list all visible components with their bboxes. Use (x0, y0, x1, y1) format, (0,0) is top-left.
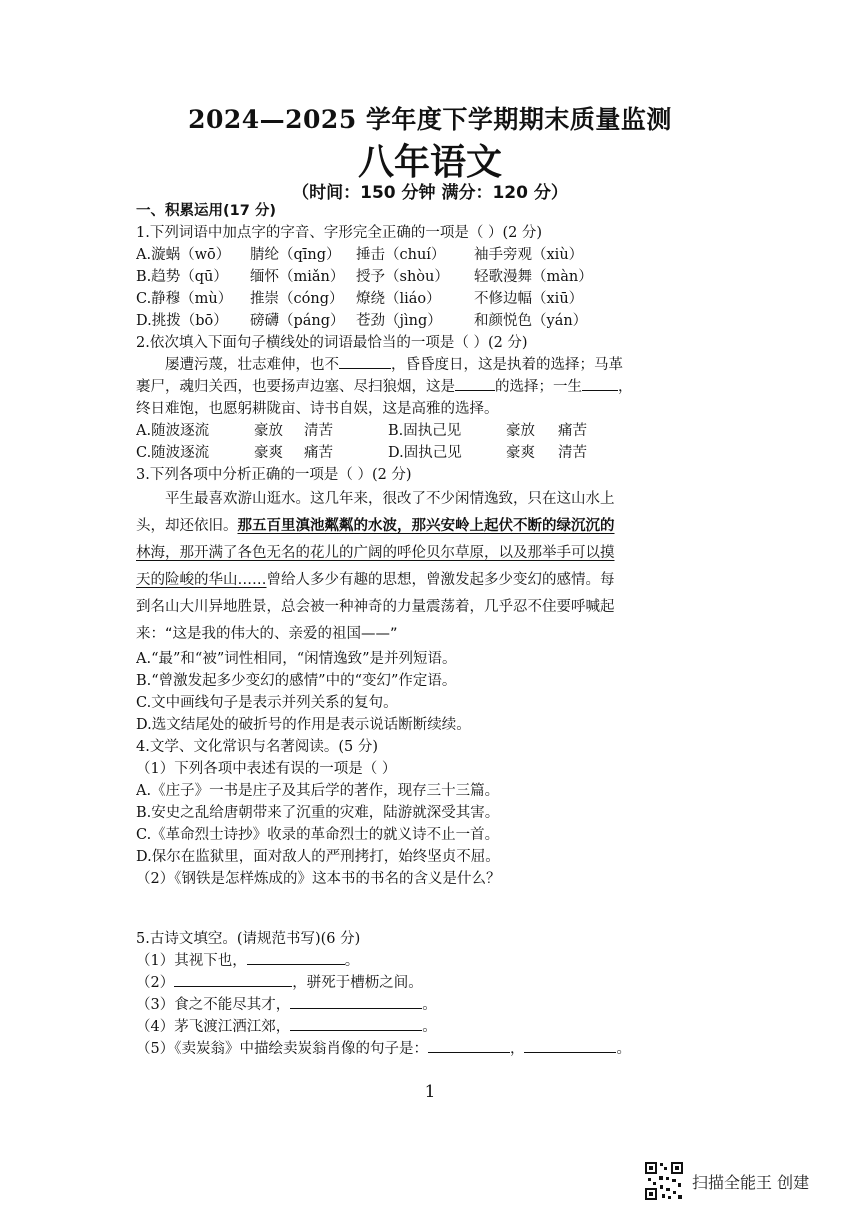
q2-passage-line2 (136, 376, 708, 398)
underlined-sentence: 那五百里滇池粼粼的水波，那兴安岭上起伏不断的绿沉沉的 (237, 518, 615, 534)
q2-c-3: 痛苦 (304, 445, 333, 461)
underlined-sentence: 天的险峻的华山…… (136, 572, 267, 588)
q4-sub1: （1）下列各项中表述有误的一项是（ ） (136, 761, 397, 777)
answer-blank[interactable] (428, 1038, 510, 1053)
q1-option-c (136, 288, 708, 310)
q1-b-word3: 授予（shòu） (356, 269, 449, 285)
q3-option-d: D.选文结尾处的破折号的作用是表示说话断断续续。 (136, 717, 471, 733)
answer-blank[interactable] (290, 1016, 422, 1031)
q2-b-1: B.固执己见 (388, 423, 462, 439)
q4-stem: 4.文学、文化常识与名著阅读。(5 分) (136, 739, 378, 755)
answer-blank[interactable] (524, 1038, 616, 1053)
passage-line (136, 540, 708, 567)
passage-text: 曾给人多少有趣的思想，曾激发起多少变幻的感情。每 (266, 572, 615, 588)
q2-text: 屡遭污蔑，壮志难伸，也不 (165, 357, 339, 373)
q2-a-1: A.随波逐流 (136, 423, 210, 439)
q3-option-c: C.文中画线句子是表示并列关系的复句。 (136, 695, 398, 711)
q4-option-c: C.《革命烈士诗抄》收录的革命烈士的就义诗不止一首。 (136, 827, 500, 843)
q1-option-a (136, 244, 708, 266)
passage-line: 到名山大川异地胜景，总会被一种神奇的力量震荡着，几乎忍不住要呼喊起 (136, 599, 615, 615)
q2-d-2: 豪爽 (506, 445, 535, 461)
answer-blank[interactable] (455, 376, 495, 391)
exam-meta: （时间：150 分钟 满分：120 分） (292, 183, 568, 203)
q1-c-word1: C.静穆（mù） (136, 291, 233, 307)
q2-options-cd (136, 442, 708, 464)
q2-text: 的选择；一生 (495, 379, 582, 395)
q5-line2 (136, 972, 708, 994)
q2-d-1: D.固执己见 (388, 445, 462, 461)
passage-line: 来：“这是我的伟大的、亲爱的祖国——” (136, 626, 398, 642)
answer-space[interactable] (136, 890, 708, 928)
underlined-sentence: 林海，那开满了各色无名的花儿的广阔的呼伦贝尔草原，以及那举手可以摸 (136, 545, 615, 561)
q1-stem: 1.下列词语中加点字的字音、字形完全正确的一项是（ ）(2 分) (136, 225, 543, 241)
passage-line: 平生最喜欢游山逛水。这几年来，很改了不少闲情逸致，只在这山水上 (165, 491, 615, 507)
q1-b-word1: B.趋势（qū） (136, 269, 228, 285)
q1-d-word1: D.挑拨（bō） (136, 313, 228, 329)
q5-stem: 5.古诗文填空。(请规范书写)(6 分) (136, 931, 361, 947)
passage-text: 头，却还依旧。 (136, 518, 238, 534)
passage-line (136, 513, 708, 540)
q1-a-word2: 腈纶（qīng） (250, 247, 341, 263)
answer-blank[interactable] (247, 950, 345, 965)
qr-code-icon (644, 1161, 684, 1201)
q2-stem: 2.依次填入下面句子横线处的词语最恰当的一项是（ ）(2 分) (136, 335, 528, 351)
q2-a-2: 豪放 (254, 423, 283, 439)
q1-option-d (136, 310, 708, 332)
q2-a-3: 清苦 (304, 423, 333, 439)
exam-title: 2024—2025 学年度下学期期末质量监测 (188, 105, 672, 134)
q1-d-word2: 磅礴（páng） (250, 313, 345, 329)
q3-passage (136, 486, 708, 648)
q1-b-word4: 轻歌漫舞（màn） (474, 269, 593, 285)
q2-b-3: 痛苦 (558, 423, 587, 439)
q1-option-b (136, 266, 708, 288)
q5-line5 (136, 1038, 708, 1060)
page-number: 1 (424, 1082, 436, 1102)
q5-line4 (136, 1016, 708, 1038)
q2-b-2: 豪放 (506, 423, 535, 439)
q3-stem: 3.下列各项中分析正确的一项是（ ）(2 分) (136, 467, 412, 483)
q5-text: （5）《卖炭翁》中描绘卖炭翁肖像的句子是： (136, 1041, 428, 1057)
answer-blank[interactable] (339, 354, 391, 369)
q5-text: ，骈死于槽枥之间。 (292, 975, 423, 991)
q5-line1 (136, 950, 708, 972)
q1-d-word3: 苍劲（jìng） (356, 313, 442, 329)
section-heading: 一、积累运用(17 分) (136, 203, 276, 219)
q1-a-word1: A.漩蜗（wō） (136, 247, 231, 263)
subject-title: 八年语文 (357, 142, 502, 183)
q5-text: （3）食之不能尽其才， (136, 997, 291, 1013)
answer-blank[interactable] (582, 376, 618, 391)
q5-text: 。 (422, 1019, 437, 1035)
scanner-watermark: 扫描全能王 创建 (692, 1173, 810, 1192)
q1-a-word4: 袖手旁观（xiù） (474, 247, 584, 263)
q4-option-d: D.保尔在监狱里，面对敌人的严刑拷打，始终坚贞不屈。 (136, 849, 500, 865)
q4-option-a: A.《庄子》一书是庄子及其后学的著作，现存三十三篇。 (136, 783, 500, 799)
q2-c-1: C.随波逐流 (136, 445, 210, 461)
q2-text: 裹尸，魂归关西，也要扬声边塞、尽扫狼烟，这是 (136, 379, 455, 395)
q5-text: （2） (136, 975, 175, 991)
q5-text: 。 (616, 1041, 631, 1057)
q2-passage-line3: 终日难饱，也愿躬耕陇亩、诗书自娱，这是高雅的选择。 (136, 401, 499, 417)
q1-d-word4: 和颜悦色（yán） (474, 313, 588, 329)
q1-c-word4: 不修边幅（xiū） (474, 291, 584, 307)
q2-options-ab (136, 420, 708, 442)
q2-d-3: 清苦 (558, 445, 587, 461)
q5-text: 。 (422, 997, 437, 1013)
answer-blank[interactable] (174, 972, 292, 987)
q5-text: （1）其视下也， (136, 953, 247, 969)
q5-text: 。 (344, 953, 360, 969)
q5-text: （4）茅飞渡江洒江郊， (136, 1019, 291, 1035)
q1-c-word2: 推崇（cóng） (250, 291, 344, 307)
q2-passage-line1 (136, 354, 708, 376)
answer-blank[interactable] (290, 994, 422, 1009)
q4-option-b: B.安史之乱给唐朝带来了沉重的灾难，陆游就深受其害。 (136, 805, 500, 821)
exam-content (136, 200, 708, 1060)
q3-option-b: B.“曾激发起多少变幻的感情”中的“变幻”作定语。 (136, 673, 457, 689)
q2-c-2: 豪爽 (254, 445, 283, 461)
q4-sub2: （2）《钢铁是怎样炼成的》这本书的书名的含义是什么？ (136, 871, 501, 887)
q3-option-a: A.“最”和“被”词性相同，“闲情逸致”是并列短语。 (136, 651, 457, 667)
q1-c-word3: 燎绕（liáo） (356, 291, 441, 307)
q2-text: ， (618, 379, 633, 395)
q5-line3 (136, 994, 708, 1016)
q1-a-word3: 捶击（chuí） (356, 247, 446, 263)
q1-b-word2: 缅怀（miǎn） (250, 269, 345, 285)
q2-text: ，昏昏度日，这是执着的选择；马革 (391, 357, 623, 373)
passage-line (136, 567, 708, 594)
q5-text: ， (509, 1041, 525, 1057)
